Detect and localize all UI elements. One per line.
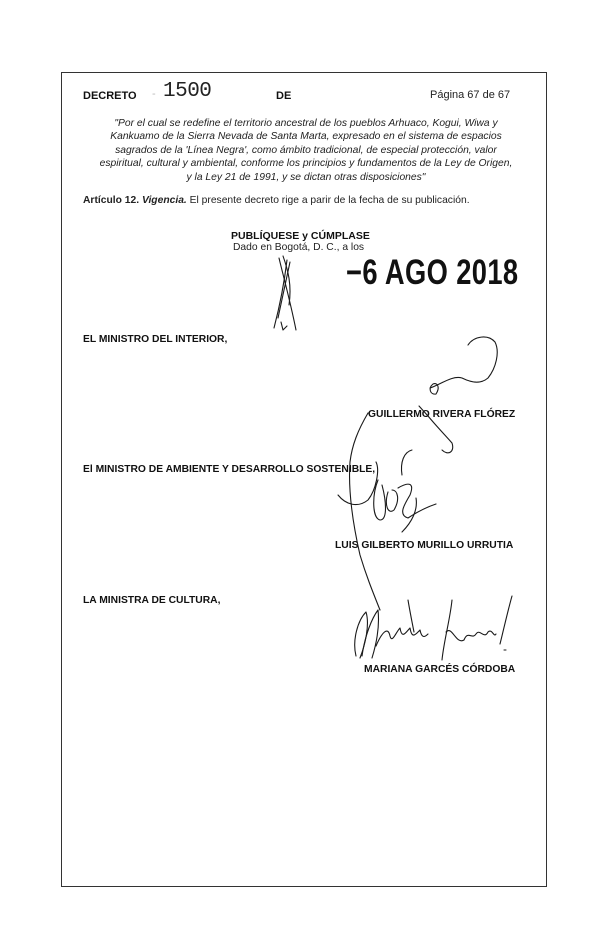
signatory-role: LA MINISTRA DE CULTURA, [83,595,221,606]
dado-en-text: Dado en Bogotá, D. C., a los [233,242,365,253]
article-number: Artículo 12. [83,195,140,206]
de-label: DE [276,90,292,102]
subject-line: Kankuamo de la Sierra Nevada de Santa Marta, expresado en el sistema de espacios [110,131,502,143]
signatory-role: El MINISTRO DE AMBIENTE Y DESARROLLO SOSTENIBLE, [83,464,376,475]
publiquese-heading: PUBLÍQUESE y CÚMPLASE [231,230,370,242]
signatory-name: GUILLERMO RIVERA FLÓREZ [368,409,516,420]
subject-line: y la Ley 21 de 1991, y se dictan otras disposiciones" [186,171,426,183]
date-stamp: −6 AGO 2018 [346,253,519,292]
signatory-name: LUIS GILBERTO MURILLO URRUTIA [335,540,514,551]
article-12 [83,195,470,206]
subject-line: sagrados de la 'Línea Negra', como ámbito tradicional, de especial protección, valor [115,144,497,156]
article-title: Vigencia. [141,195,187,206]
subject-line: "Por el cual se redefine el territorio ancestral de los pueblos Arhuaco, Kogui, Wiwa y [114,118,498,129]
decreto-dash: - [152,88,156,100]
signatory-name: MARIANA GARCÉS CÓRDOBA [364,664,516,675]
page-number: Página 67 de 67 [430,89,511,101]
decree-subject [78,117,534,184]
signatory-role: EL MINISTRO DEL INTERIOR, [83,334,228,345]
subject-line: espiritual, cultural y ambiental, conforme los principios y fundamentos de la Ley de Origen, [99,158,513,170]
article-text: El presente decreto rige a parir de la fecha de su publicación. [189,195,470,206]
decreto-number: 1500 [163,80,212,103]
decreto-label: DECRETO [83,90,137,102]
